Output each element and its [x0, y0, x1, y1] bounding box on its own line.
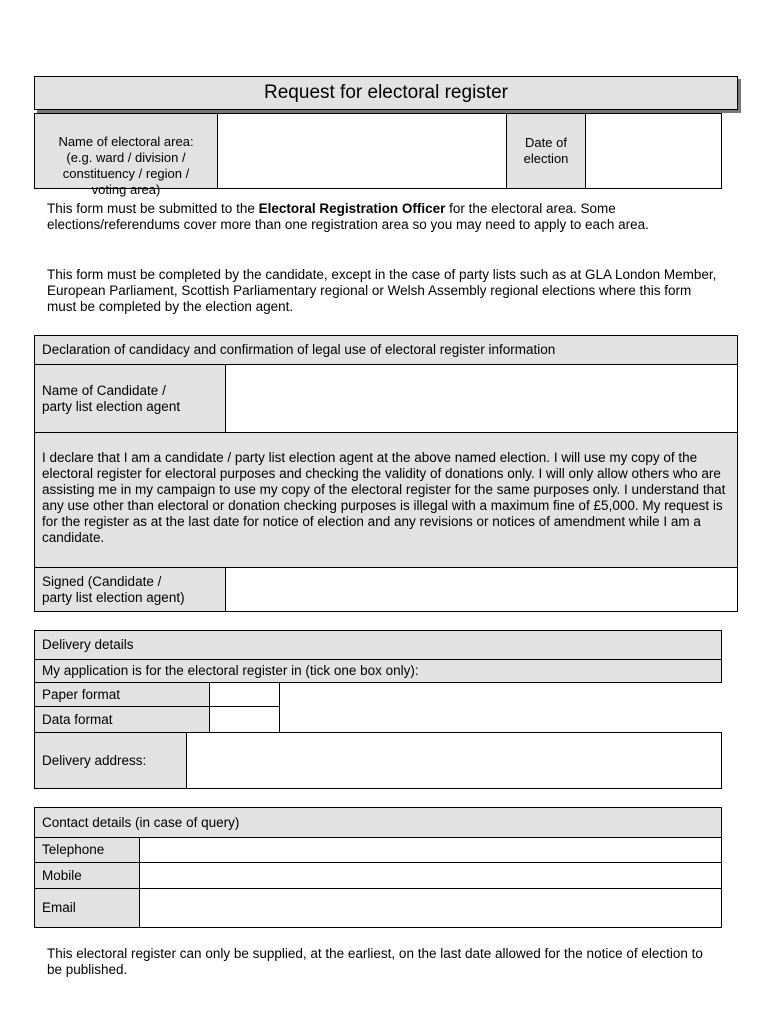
delivery-address-label [34, 732, 187, 789]
footer-note [47, 946, 717, 978]
paper-format-label-text: Paper format [42, 686, 121, 702]
paper-format-label [34, 682, 210, 707]
intro-p2-text: This form must be completed by the candidate, except in the case of party lists such as at GLA London Member, European Parliament, Scottish Parliamentary regional or Welsh Assembly regional elections where this form must be completed by the election agent. [47, 267, 717, 314]
data-format-label [34, 706, 210, 733]
data-format-checkbox[interactable] [209, 706, 280, 733]
delivery-header-text: Delivery details [42, 637, 134, 652]
electoral-area-label-text: Name of electoral area: (e.g. ward / division / constituency / region / voting area) [58, 134, 194, 197]
data-format-label-text: Data format [42, 711, 113, 727]
election-date-field[interactable] [585, 113, 722, 189]
election-date-label [506, 113, 586, 189]
email-label-text: Email [42, 900, 76, 915]
mobile-label [34, 862, 140, 889]
intro-paragraph-2 [47, 267, 717, 315]
contact-header-text: Contact details (in case of query) [42, 814, 240, 830]
mobile-label-text: Mobile [42, 867, 82, 883]
signed-label [34, 567, 226, 612]
telephone-label-text: Telephone [42, 842, 105, 857]
declaration-header-text: Declaration of candidacy and confirmation of legal use of electoral register information [42, 342, 556, 357]
email-field[interactable] [139, 888, 722, 928]
delivery-subheader [34, 659, 722, 683]
declaration-header [34, 335, 738, 365]
delivery-subheader-text: My application is for the electoral register in (tick one box only): [42, 663, 419, 678]
mobile-field[interactable] [139, 862, 722, 889]
intro-p1-pre: This form must be submitted to the [47, 201, 259, 216]
contact-header [34, 807, 722, 838]
declaration-statement [34, 432, 738, 568]
candidate-name-field[interactable] [225, 364, 738, 433]
signature-field[interactable] [225, 567, 738, 612]
candidate-name-label [34, 364, 226, 433]
electoral-area-label [34, 113, 218, 197]
candidate-name-label-text: Name of Candidate / party list election agent [42, 382, 181, 414]
electoral-area-field[interactable] [217, 113, 507, 189]
delivery-address-field[interactable] [186, 732, 722, 789]
election-date-label-text: Date of election [523, 135, 569, 166]
delivery-address-label-text: Delivery address: [42, 752, 147, 768]
footer-note-text: This electoral register can only be supplied, at the earliest, on the last date allowed for the notice of election to be published. [47, 946, 703, 977]
intro-p1-bold: Electoral Registration Officer [258, 201, 446, 216]
telephone-field[interactable] [139, 837, 722, 863]
intro-paragraph-1 [47, 201, 717, 233]
page-title-text: Request for electoral register [264, 82, 508, 103]
declaration-statement-text: I declare that I am a candidate / party list election agent at the above named election. I will use my copy of the electoral register for electoral purposes and checking the validity of donations only. I will only allow others who are assisting me in my campaign to use my copy of the electoral register for the same purposes only. I understand that any use other than electoral or donation checking purposes is illegal with a maximum fine of £5,000. My request is for the register as at the last date for notice of election and any revisions or notices of amendment while I am a candidate. [42, 450, 726, 545]
intro-p1-post: for the electoral area. Some elections/referendums cover more than one registration area so you may need to apply to each area. [47, 201, 649, 232]
paper-format-checkbox[interactable] [209, 682, 280, 707]
delivery-header [34, 630, 722, 660]
email-label [34, 888, 140, 928]
page-title [34, 76, 738, 110]
telephone-label [34, 837, 140, 863]
signed-label-text: Signed (Candidate / party list election agent) [42, 573, 185, 605]
